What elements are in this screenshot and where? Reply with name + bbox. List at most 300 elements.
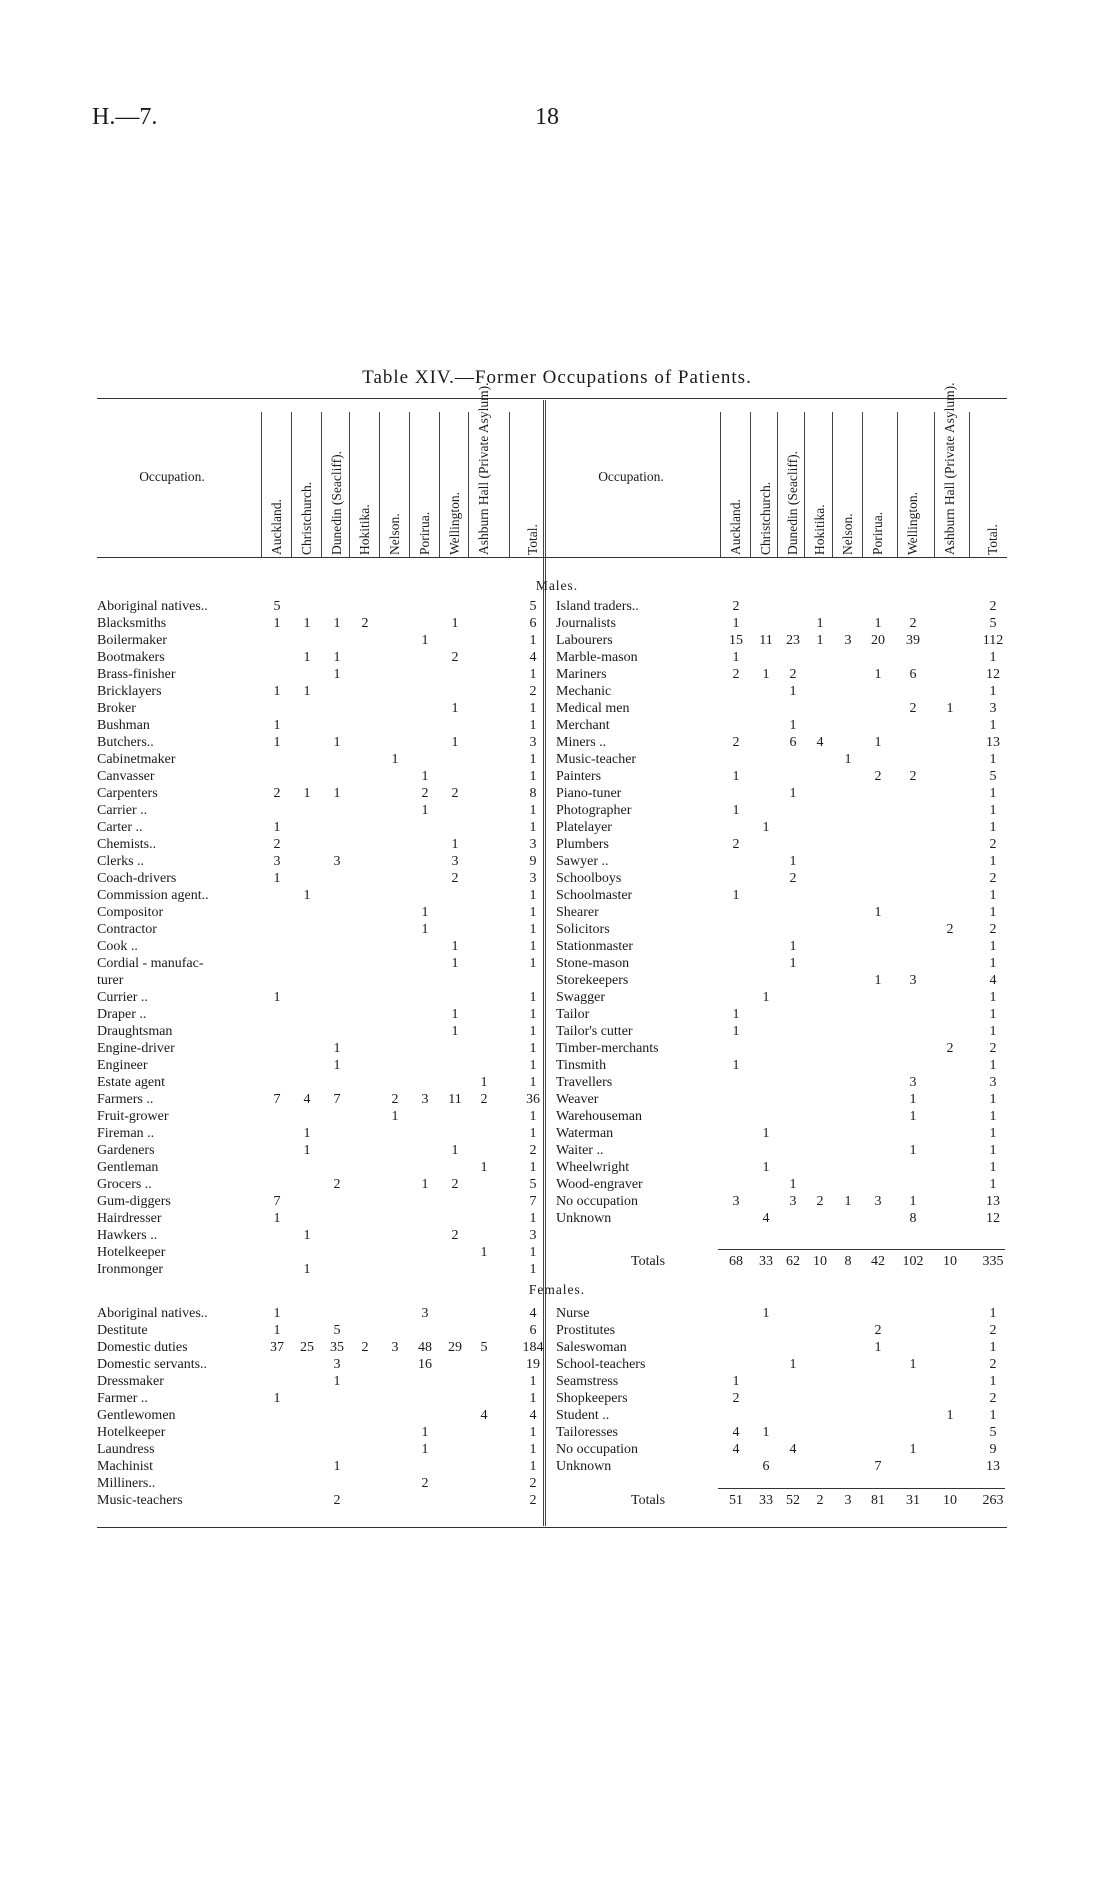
occupation-label: Bushman (97, 718, 150, 733)
occupation-label: Merchant (556, 718, 610, 733)
cell-value: 4 (789, 1442, 797, 1457)
totals-value: 68 (729, 1254, 743, 1269)
occupation-label: Gardeners (97, 1143, 155, 1158)
occupation-label: Wheelwright (556, 1160, 630, 1175)
left-column-header-6: Wellington. (447, 491, 462, 555)
cell-value: 2 (732, 735, 740, 750)
cell-value: 23 (786, 633, 800, 648)
occupation-label: Timber-merchants (556, 1041, 659, 1056)
row-total: 2 (989, 1391, 997, 1406)
cell-value: 1 (946, 701, 954, 716)
cell-value: 3 (909, 1075, 917, 1090)
cell-value: 1 (303, 888, 311, 903)
cell-value: 1 (789, 854, 797, 869)
row-total: 1 (989, 803, 997, 818)
cell-value: 1 (451, 1143, 459, 1158)
row-total: 8 (529, 786, 537, 801)
row-total: 3 (989, 1075, 997, 1090)
cell-value: 20 (871, 633, 885, 648)
cell-value: 3 (421, 1092, 429, 1107)
right-column-header-7: Ashburn Hall (Private Asylum). (942, 382, 957, 555)
row-total: 13 (986, 1194, 1000, 1209)
males-right-row (0, 615, 1114, 632)
left-column-header-3: Hokitika. (357, 504, 372, 555)
grand-total: 335 (982, 1254, 1004, 1269)
cell-value: 39 (906, 633, 920, 648)
row-total: 13 (986, 1459, 1000, 1474)
totals-value: 8 (844, 1254, 852, 1269)
cell-value: 1 (762, 1425, 770, 1440)
cell-value: 29 (448, 1340, 462, 1355)
row-total: 1 (989, 1177, 997, 1192)
occupation-label: Currier .. (97, 990, 148, 1005)
males-right-row (0, 717, 1114, 734)
cell-value: 1 (789, 956, 797, 971)
cell-value: 1 (874, 735, 882, 750)
cell-value: 1 (303, 684, 311, 699)
cell-value: 1 (789, 1177, 797, 1192)
cell-value: 1 (303, 1228, 311, 1243)
cell-value: 1 (333, 616, 341, 631)
cell-value: 1 (762, 1306, 770, 1321)
right-header-line-0 (720, 412, 721, 557)
left-occupation-header: Occupation. (139, 469, 205, 484)
cell-value: 2 (451, 871, 459, 886)
right-header-line-6 (897, 412, 898, 557)
totals-value: 2 (816, 1493, 824, 1508)
occupation-label: Stone-mason (556, 956, 630, 971)
occupation-label: Boilermaker (97, 633, 167, 648)
row-total: 1 (989, 1058, 997, 1073)
occupation-label: Seamstress (556, 1374, 619, 1389)
cell-value: 7 (333, 1092, 341, 1107)
cell-value: 1 (874, 616, 882, 631)
cell-value: 2 (273, 786, 281, 801)
cell-value: 2 (909, 616, 917, 631)
occupation-label: Wood-engraver (556, 1177, 643, 1192)
cell-value: 1 (303, 1143, 311, 1158)
cell-value: 15 (729, 633, 743, 648)
page-number: 18 (535, 104, 559, 130)
right-column-header-8: Total. (985, 524, 1000, 555)
cell-value: 1 (732, 1058, 740, 1073)
row-total: 1 (529, 633, 537, 648)
row-total: 3 (529, 871, 537, 886)
cell-value: 1 (273, 735, 281, 750)
cell-value: 6 (789, 735, 797, 750)
occupation-label: Draughtsman (97, 1024, 173, 1039)
occupation-label: No occupation (556, 1194, 639, 1209)
cell-value: 1 (333, 735, 341, 750)
row-total: 2 (989, 599, 997, 614)
cell-value: 2 (361, 616, 369, 631)
row-total: 2 (529, 1493, 537, 1508)
cell-value: 1 (273, 820, 281, 835)
cell-value: 1 (333, 1041, 341, 1056)
row-total: 1 (989, 1374, 997, 1389)
occupation-label: Gentlewomen (97, 1408, 176, 1423)
cell-value: 2 (909, 701, 917, 716)
cell-value: 1 (732, 1024, 740, 1039)
cell-value: 2 (333, 1177, 341, 1192)
cell-value: 7 (273, 1092, 281, 1107)
row-total: 1 (989, 1109, 997, 1124)
cell-value: 2 (273, 837, 281, 852)
occupation-label: Warehouseman (556, 1109, 642, 1124)
totals-value: 10 (943, 1493, 957, 1508)
row-total: 1 (989, 1306, 997, 1321)
occupation-label: School-teachers (556, 1357, 646, 1372)
cell-value: 1 (762, 990, 770, 1005)
cell-value: 1 (391, 752, 399, 767)
cell-value: 1 (732, 888, 740, 903)
row-total: 1 (989, 956, 997, 971)
occupation-label: Shopkeepers (556, 1391, 628, 1406)
cell-value: 1 (480, 1245, 488, 1260)
cell-value: 3 (844, 633, 852, 648)
table-bottom-rule (97, 1527, 1007, 1528)
cell-value: 1 (391, 1109, 399, 1124)
females-right-row (0, 1373, 1114, 1390)
cell-value: 5 (273, 599, 281, 614)
males-left-row (0, 1227, 1114, 1244)
males-right-row (0, 955, 1114, 972)
cell-value: 1 (303, 650, 311, 665)
row-total: 12 (986, 1211, 1000, 1226)
row-total: 5 (989, 616, 997, 631)
right-column-header-3: Hokitika. (812, 504, 827, 555)
grand-total: 263 (982, 1493, 1004, 1508)
cell-value: 1 (421, 769, 429, 784)
row-total: 1 (989, 1024, 997, 1039)
occupation-label: Tailoresses (556, 1425, 619, 1440)
row-total: 36 (526, 1092, 540, 1107)
males-right-row (0, 836, 1114, 853)
cell-value: 1 (421, 905, 429, 920)
row-total: 6 (529, 1323, 537, 1338)
row-total: 1 (529, 1041, 537, 1056)
cell-value: 1 (480, 1075, 488, 1090)
cell-value: 2 (732, 667, 740, 682)
table-title: Table XIV.—Former Occupations of Patients. (362, 367, 752, 388)
cell-value: 1 (762, 667, 770, 682)
cell-value: 1 (844, 1194, 852, 1209)
row-total: 184 (522, 1340, 544, 1355)
occupation-label: Miners .. (556, 735, 607, 750)
cell-value: 1 (273, 1391, 281, 1406)
females-right-row (0, 1424, 1114, 1441)
row-total: 2 (989, 1041, 997, 1056)
right-header-line-7 (934, 412, 935, 557)
males-right-row (0, 1125, 1114, 1142)
occupation-label: Photographer (556, 803, 632, 818)
cell-value: 1 (303, 1126, 311, 1141)
row-total: 1 (529, 820, 537, 835)
row-total: 1 (989, 888, 997, 903)
row-total: 1 (529, 1007, 537, 1022)
row-total: 1 (529, 1425, 537, 1440)
document-code: H.—7. (92, 104, 158, 130)
row-total: 3 (529, 735, 537, 750)
occupation-label: Cabinetmaker (97, 752, 176, 767)
row-total: 1 (529, 1075, 537, 1090)
occupation-label: Butchers.. (97, 735, 154, 750)
occupation-label: Domestic duties (97, 1340, 188, 1355)
occupation-label: Destitute (97, 1323, 148, 1338)
cell-value: 1 (732, 1374, 740, 1389)
occupation-label: Student .. (556, 1408, 610, 1423)
left-header-line-7 (468, 412, 469, 557)
cell-value: 1 (816, 633, 824, 648)
males-right-row (0, 1057, 1114, 1074)
occupation-label: Broker (97, 701, 136, 716)
occupation-label: Travellers (556, 1075, 613, 1090)
cell-value: 2 (421, 1476, 429, 1491)
females-right-row (0, 1390, 1114, 1407)
row-total: 1 (989, 990, 997, 1005)
row-total: 5 (989, 1425, 997, 1440)
cell-value: 5 (333, 1323, 341, 1338)
occupation-label: turer (97, 973, 124, 988)
cell-value: 37 (270, 1340, 284, 1355)
males-totals-row (0, 1253, 1114, 1270)
row-total: 1 (529, 803, 537, 818)
occupation-label: Hotelkeeper (97, 1245, 166, 1260)
occupation-label: Waiter .. (556, 1143, 604, 1158)
cell-value: 1 (789, 718, 797, 733)
row-total: 1 (989, 854, 997, 869)
cell-value: 1 (451, 701, 459, 716)
row-total: 1 (529, 1391, 537, 1406)
occupation-label: Carrier .. (97, 803, 148, 818)
cell-value: 1 (421, 922, 429, 937)
occupation-label: Platelayer (556, 820, 612, 835)
occupation-label: Engine-driver (97, 1041, 175, 1056)
cell-value: 1 (333, 1459, 341, 1474)
occupation-label: Mariners (556, 667, 607, 682)
totals-value: 31 (906, 1493, 920, 1508)
cell-value: 1 (909, 1092, 917, 1107)
occupation-label: Music-teacher (556, 752, 637, 767)
right-column-header-2: Dunedin (Seacliff). (785, 451, 800, 555)
row-total: 4 (529, 650, 537, 665)
cell-value: 1 (732, 616, 740, 631)
totals-value: 51 (729, 1493, 743, 1508)
males-right-row (0, 598, 1114, 615)
left-header-line-1 (291, 412, 292, 557)
totals-value: 102 (902, 1254, 924, 1269)
row-total: 1 (989, 650, 997, 665)
occupation-label: Farmer .. (97, 1391, 148, 1406)
row-total: 2 (989, 922, 997, 937)
females-totals-rule (718, 1488, 1005, 1489)
totals-value: 33 (759, 1254, 773, 1269)
occupation-label: Nurse (556, 1306, 590, 1321)
cell-value: 1 (421, 1442, 429, 1457)
occupation-label: Hawkers .. (97, 1228, 158, 1243)
row-total: 9 (529, 854, 537, 869)
males-right-row (0, 989, 1114, 1006)
cell-value: 1 (909, 1143, 917, 1158)
occupation-label: Farmers .. (97, 1092, 154, 1107)
cell-value: 1 (732, 803, 740, 818)
right-header-line-5 (862, 412, 863, 557)
row-total: 2 (989, 837, 997, 852)
occupation-label: Journalists (556, 616, 616, 631)
cell-value: 1 (273, 1323, 281, 1338)
row-total: 1 (529, 1245, 537, 1260)
row-total: 1 (529, 905, 537, 920)
cell-value: 1 (421, 803, 429, 818)
occupation-label: Compositor (97, 905, 164, 920)
cell-value: 1 (789, 786, 797, 801)
cell-value: 1 (762, 1126, 770, 1141)
males-right-row (0, 1193, 1114, 1210)
totals-value: 33 (759, 1493, 773, 1508)
cell-value: 3 (273, 854, 281, 869)
occupation-label: Canvasser (97, 769, 155, 784)
cell-value: 1 (789, 939, 797, 954)
males-right-row (0, 853, 1114, 870)
cell-value: 1 (273, 871, 281, 886)
occupation-label: Island traders.. (556, 599, 639, 614)
occupation-label: Fruit-grower (97, 1109, 169, 1124)
row-total: 1 (989, 1143, 997, 1158)
males-right-row (0, 1006, 1114, 1023)
occupation-label: Unknown (556, 1211, 612, 1226)
cell-value: 1 (874, 1340, 882, 1355)
right-column-header-1: Christchurch. (758, 481, 773, 555)
row-total: 3 (529, 837, 537, 852)
cell-value: 1 (451, 939, 459, 954)
females-right-row (0, 1339, 1114, 1356)
cell-value: 3 (909, 973, 917, 988)
females-right-row (0, 1458, 1114, 1475)
occupation-label: Sawyer .. (556, 854, 609, 869)
males-right-row (0, 938, 1114, 955)
cell-value: 1 (732, 769, 740, 784)
cell-value: 3 (732, 1194, 740, 1209)
cell-value: 3 (421, 1306, 429, 1321)
occupation-label: Ironmonger (97, 1262, 164, 1277)
right-column-header-5: Porirua. (870, 511, 885, 555)
occupation-label: Hotelkeeper (97, 1425, 166, 1440)
occupation-label: Piano-tuner (556, 786, 622, 801)
females-right-row (0, 1441, 1114, 1458)
occupation-label: Estate agent (97, 1075, 166, 1090)
occupation-label: Schoolmaster (556, 888, 633, 903)
occupation-label: Cordial - manufac- (97, 956, 204, 971)
cell-value: 1 (273, 616, 281, 631)
occupation-label: Coach-drivers (97, 871, 177, 886)
left-column-header-8: Total. (525, 524, 540, 555)
cell-value: 2 (909, 769, 917, 784)
cell-value: 1 (874, 905, 882, 920)
row-total: 6 (529, 616, 537, 631)
males-right-row (0, 1040, 1114, 1057)
females-left-row (0, 1475, 1114, 1492)
cell-value: 2 (789, 667, 797, 682)
occupation-label: Plumbers (556, 837, 609, 852)
males-right-row (0, 1142, 1114, 1159)
males-right-row (0, 785, 1114, 802)
left-header-line-3 (349, 412, 350, 557)
cell-value: 2 (391, 1092, 399, 1107)
males-right-row (0, 921, 1114, 938)
cell-value: 1 (451, 1024, 459, 1039)
cell-value: 1 (273, 1306, 281, 1321)
cell-value: 2 (946, 922, 954, 937)
right-header-line-3 (804, 412, 805, 557)
row-total: 12 (986, 667, 1000, 682)
right-occupation-header: Occupation. (598, 469, 664, 484)
left-header-line-8 (509, 412, 510, 557)
cell-value: 1 (421, 633, 429, 648)
row-total: 2 (989, 1357, 997, 1372)
cell-value: 3 (874, 1194, 882, 1209)
cell-value: 2 (789, 871, 797, 886)
cell-value: 1 (273, 1211, 281, 1226)
occupation-label: Commission agent.. (97, 888, 209, 903)
occupation-label: Prostitutes (556, 1323, 616, 1338)
occupation-label: Blacksmiths (97, 616, 167, 631)
occupation-label: Gentleman (97, 1160, 159, 1175)
row-total: 3 (529, 1228, 537, 1243)
cell-value: 2 (480, 1092, 488, 1107)
right-column-header-0: Auckland. (728, 499, 743, 555)
row-total: 1 (529, 701, 537, 716)
row-total: 2 (529, 684, 537, 699)
occupation-label: Marble-mason (556, 650, 638, 665)
males-right-row (0, 751, 1114, 768)
occupation-label: Clerks .. (97, 854, 145, 869)
males-totals-rule (718, 1249, 1005, 1250)
row-total: 1 (529, 1109, 537, 1124)
cell-value: 1 (333, 786, 341, 801)
cell-value: 1 (732, 1007, 740, 1022)
cell-value: 8 (909, 1211, 917, 1226)
cell-value: 1 (909, 1357, 917, 1372)
cell-value: 4 (762, 1211, 770, 1226)
cell-value: 2 (333, 1493, 341, 1508)
totals-label: Totals (631, 1254, 666, 1269)
cell-value: 4 (480, 1408, 488, 1423)
occupation-label: Fireman .. (97, 1126, 155, 1141)
females-right-row (0, 1407, 1114, 1424)
left-column-header-1: Christchurch. (299, 481, 314, 555)
cell-value: 1 (451, 616, 459, 631)
cell-value: 2 (451, 786, 459, 801)
cell-value: 5 (480, 1340, 488, 1355)
occupation-label: Draper .. (97, 1007, 147, 1022)
males-right-row (0, 734, 1114, 751)
cell-value: 25 (300, 1340, 314, 1355)
row-total: 1 (989, 939, 997, 954)
totals-label: Totals (631, 1493, 666, 1508)
cell-value: 1 (480, 1160, 488, 1175)
males-right-row (0, 870, 1114, 887)
row-total: 1 (989, 1126, 997, 1141)
row-total: 1 (529, 1374, 537, 1389)
totals-value: 81 (871, 1493, 885, 1508)
right-column-header-4: Nelson. (840, 513, 855, 555)
occupation-label: Engineer (97, 1058, 148, 1073)
males-section-title: Males. (535, 578, 579, 593)
row-total: 5 (529, 1177, 537, 1192)
occupation-label: Aboriginal natives.. (97, 599, 208, 614)
cell-value: 6 (909, 667, 917, 682)
males-right-row (0, 1159, 1114, 1176)
